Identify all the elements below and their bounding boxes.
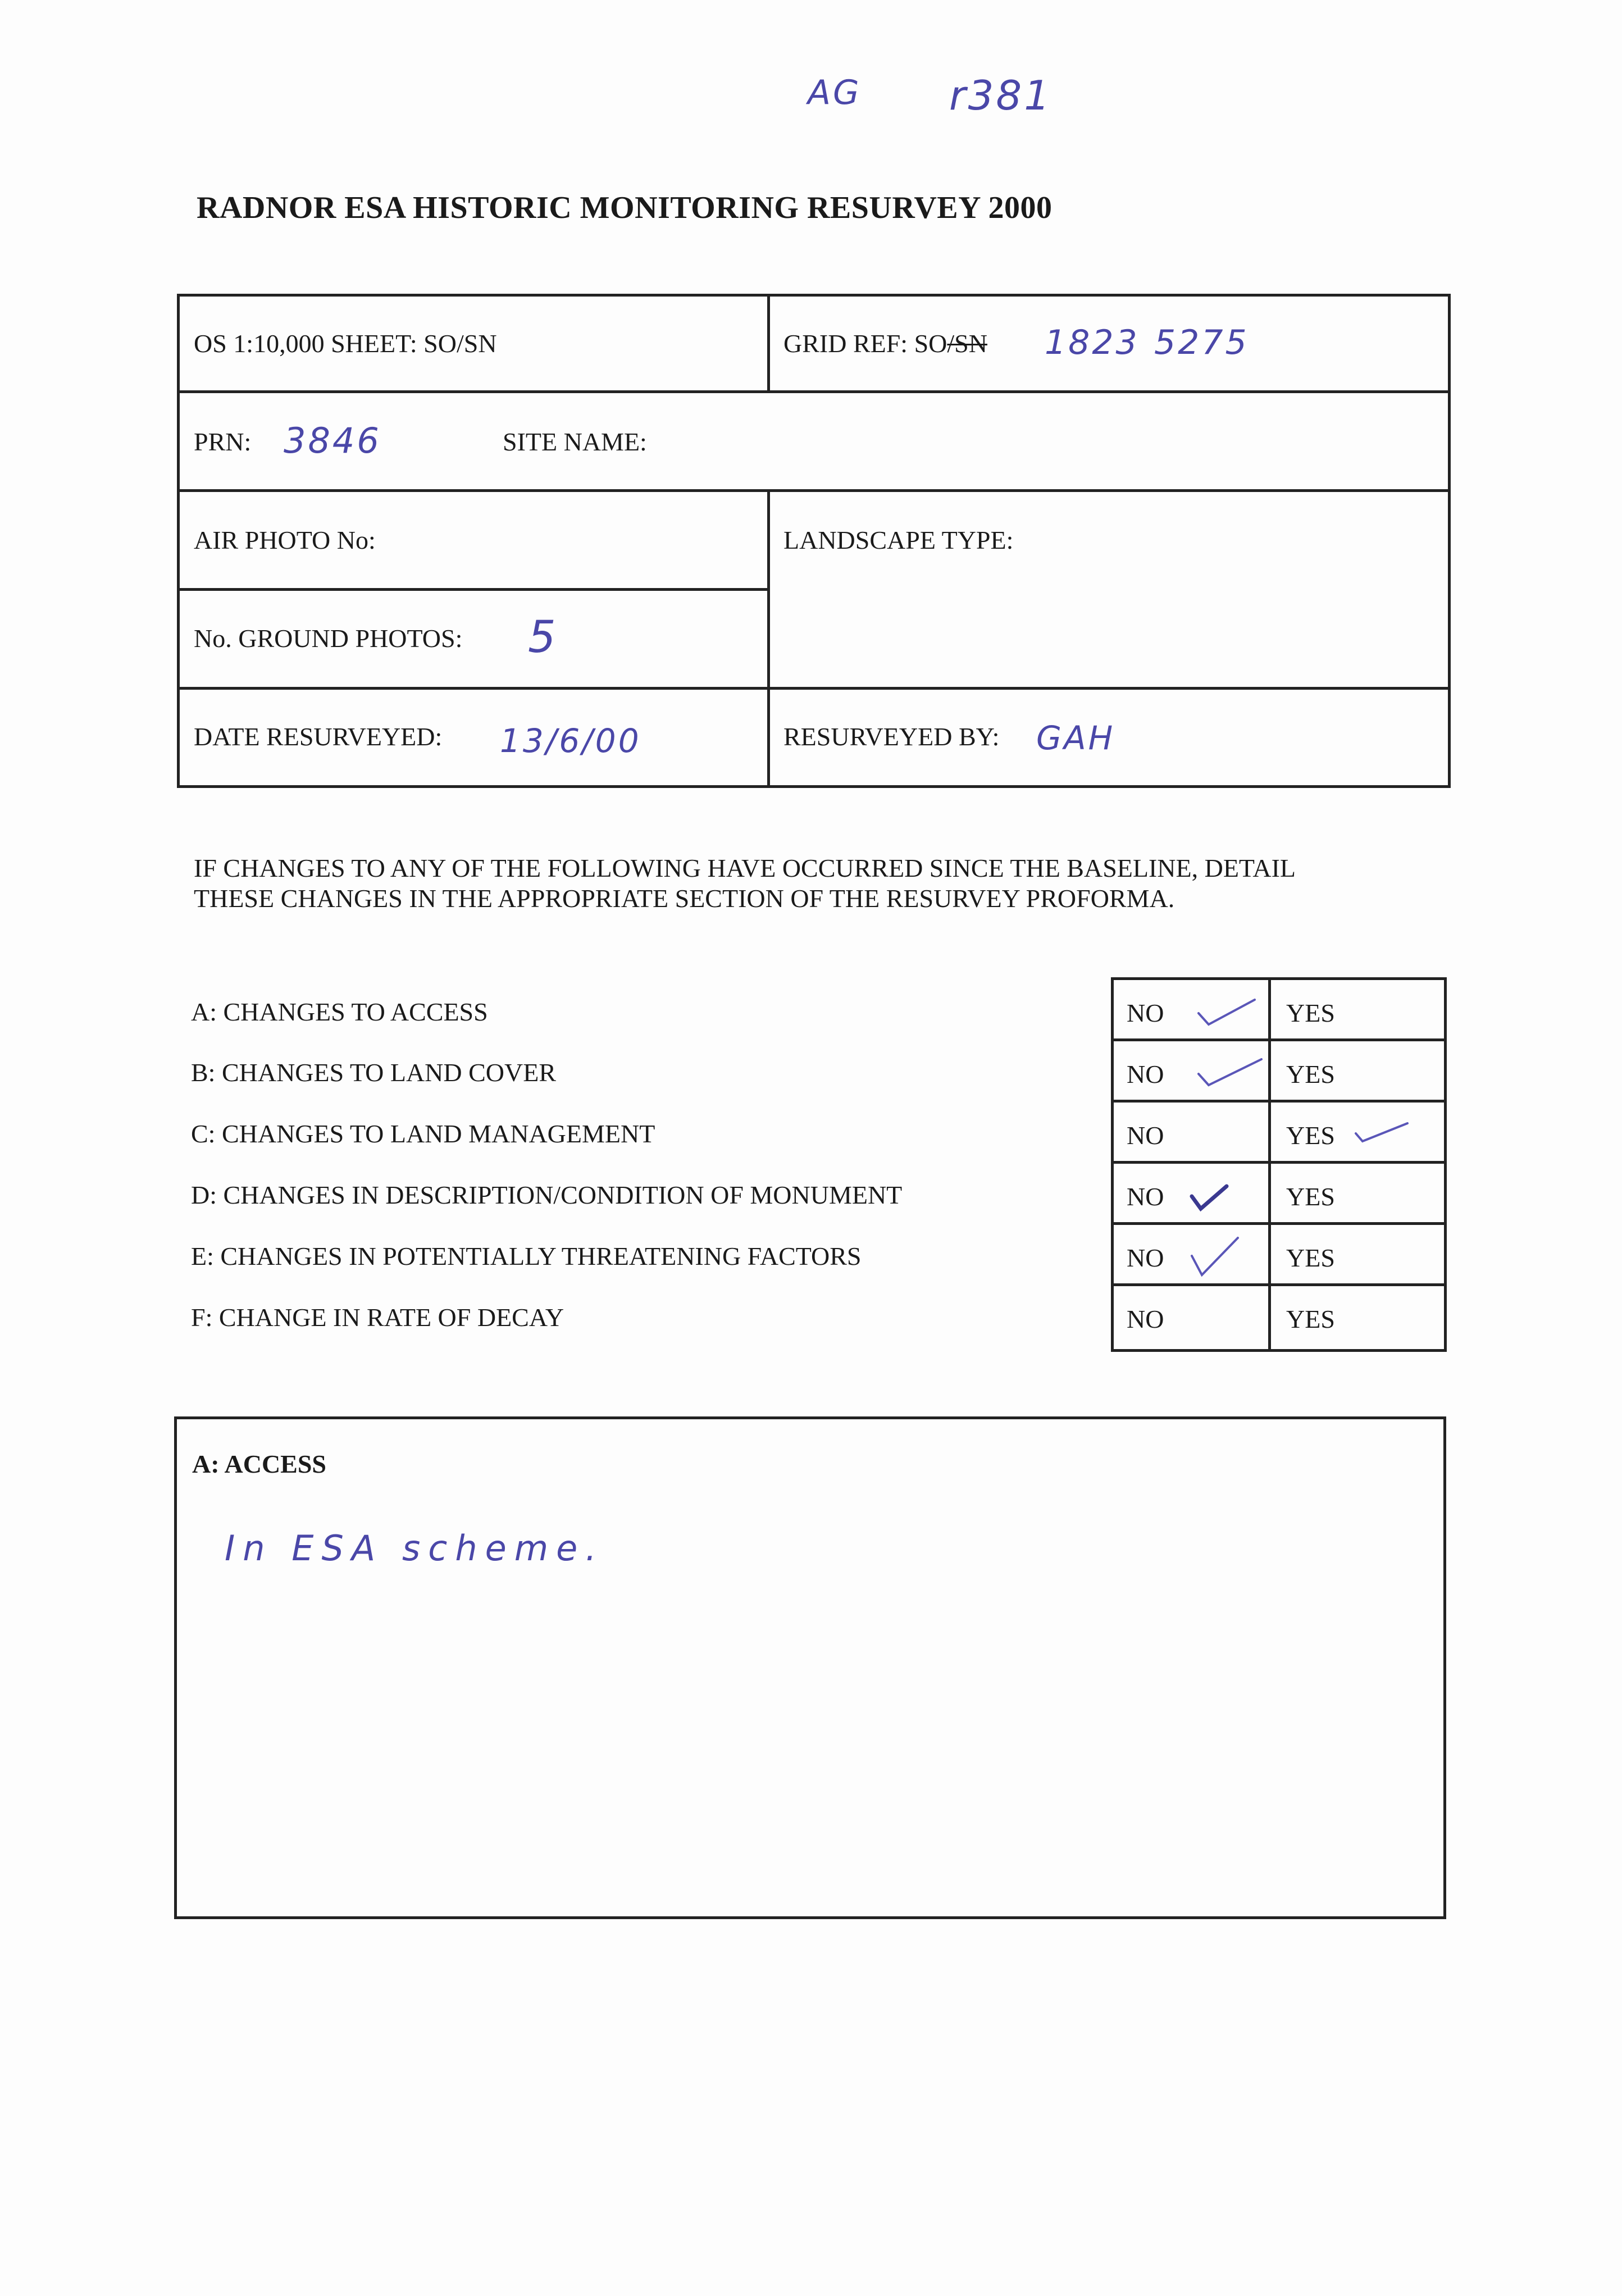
resurveyed-by-value: GAH [1036,719,1115,757]
ground-photos-value: 5 [528,612,558,663]
no-option-b[interactable]: NO [1127,1060,1164,1088]
date-value: 13/6/00 [500,722,641,760]
instructions-line-1: IF CHANGES TO ANY OF THE FOLLOWING HAVE OCCURRED SINCE THE BASELINE, DETAIL [194,854,1296,882]
access-section [174,1416,1446,1919]
resurveyed-by-label: RESURVEYED BY: [783,722,1000,751]
checkmark-icon [1190,1179,1229,1213]
access-heading: A: ACCESS [192,1450,327,1478]
yes-option-b[interactable]: YES [1286,1060,1335,1088]
yes-option-f[interactable]: YES [1286,1305,1335,1333]
site-name-label: SITE NAME: [503,427,647,456]
prn-value: 3846 [284,420,381,461]
os-sheet-label: OS 1:10,000 SHEET: SO/SN [194,329,497,358]
access-note[interactable]: In ESA scheme. [225,1528,605,1569]
grid-ref-label: GRID REF: SO/SN [783,329,987,358]
grid-ref-northing: 5275 [1154,323,1249,362]
grid-ref-easting: 1823 [1045,323,1140,362]
no-option-c[interactable]: NO [1127,1121,1164,1150]
change-label-a: A: CHANGES TO ACCESS [191,997,488,1026]
handwritten-ref: r381 [949,72,1053,119]
date-label: DATE RESURVEYED: [194,722,443,751]
no-option-f[interactable]: NO [1127,1305,1164,1333]
no-option-a[interactable]: NO [1127,999,1164,1027]
air-photo-label: AIR PHOTO No: [194,526,376,554]
change-label-c: C: CHANGES TO LAND MANAGEMENT [191,1119,655,1148]
change-label-f: F: CHANGE IN RATE OF DECAY [191,1303,564,1332]
yes-no-grid [1111,977,1447,1352]
checkmark-icon [1190,1234,1240,1279]
change-label-b: B: CHANGES TO LAND COVER [191,1058,557,1087]
change-label-d: D: CHANGES IN DESCRIPTION/CONDITION OF MONUMENT [191,1181,903,1209]
instructions-line-2: THESE CHANGES IN THE APPROPRIATE SECTION OF THE RESURVEY PROFORMA. [194,884,1175,913]
ground-photos-label: No. GROUND PHOTOS: [194,624,463,653]
page-title: RADNOR ESA HISTORIC MONITORING RESURVEY 2000 [197,190,1053,225]
yes-option-a[interactable]: YES [1286,999,1335,1027]
yes-option-c[interactable]: YES [1286,1121,1335,1150]
checkmark-icon [1196,1055,1264,1088]
prn-label: PRN: [194,427,252,456]
no-option-e[interactable]: NO [1127,1243,1164,1272]
landscape-type-label: LANDSCAPE TYPE: [783,526,1014,554]
handwritten-initials: AG [808,73,862,112]
checkmark-icon [1354,1118,1410,1146]
change-label-e: E: CHANGES IN POTENTIALLY THREATENING FACTORS [191,1242,862,1270]
yes-option-e[interactable]: YES [1286,1243,1335,1272]
checkmark-icon [1196,995,1258,1029]
no-option-d[interactable]: NO [1127,1182,1164,1211]
yes-option-d[interactable]: YES [1286,1182,1335,1211]
